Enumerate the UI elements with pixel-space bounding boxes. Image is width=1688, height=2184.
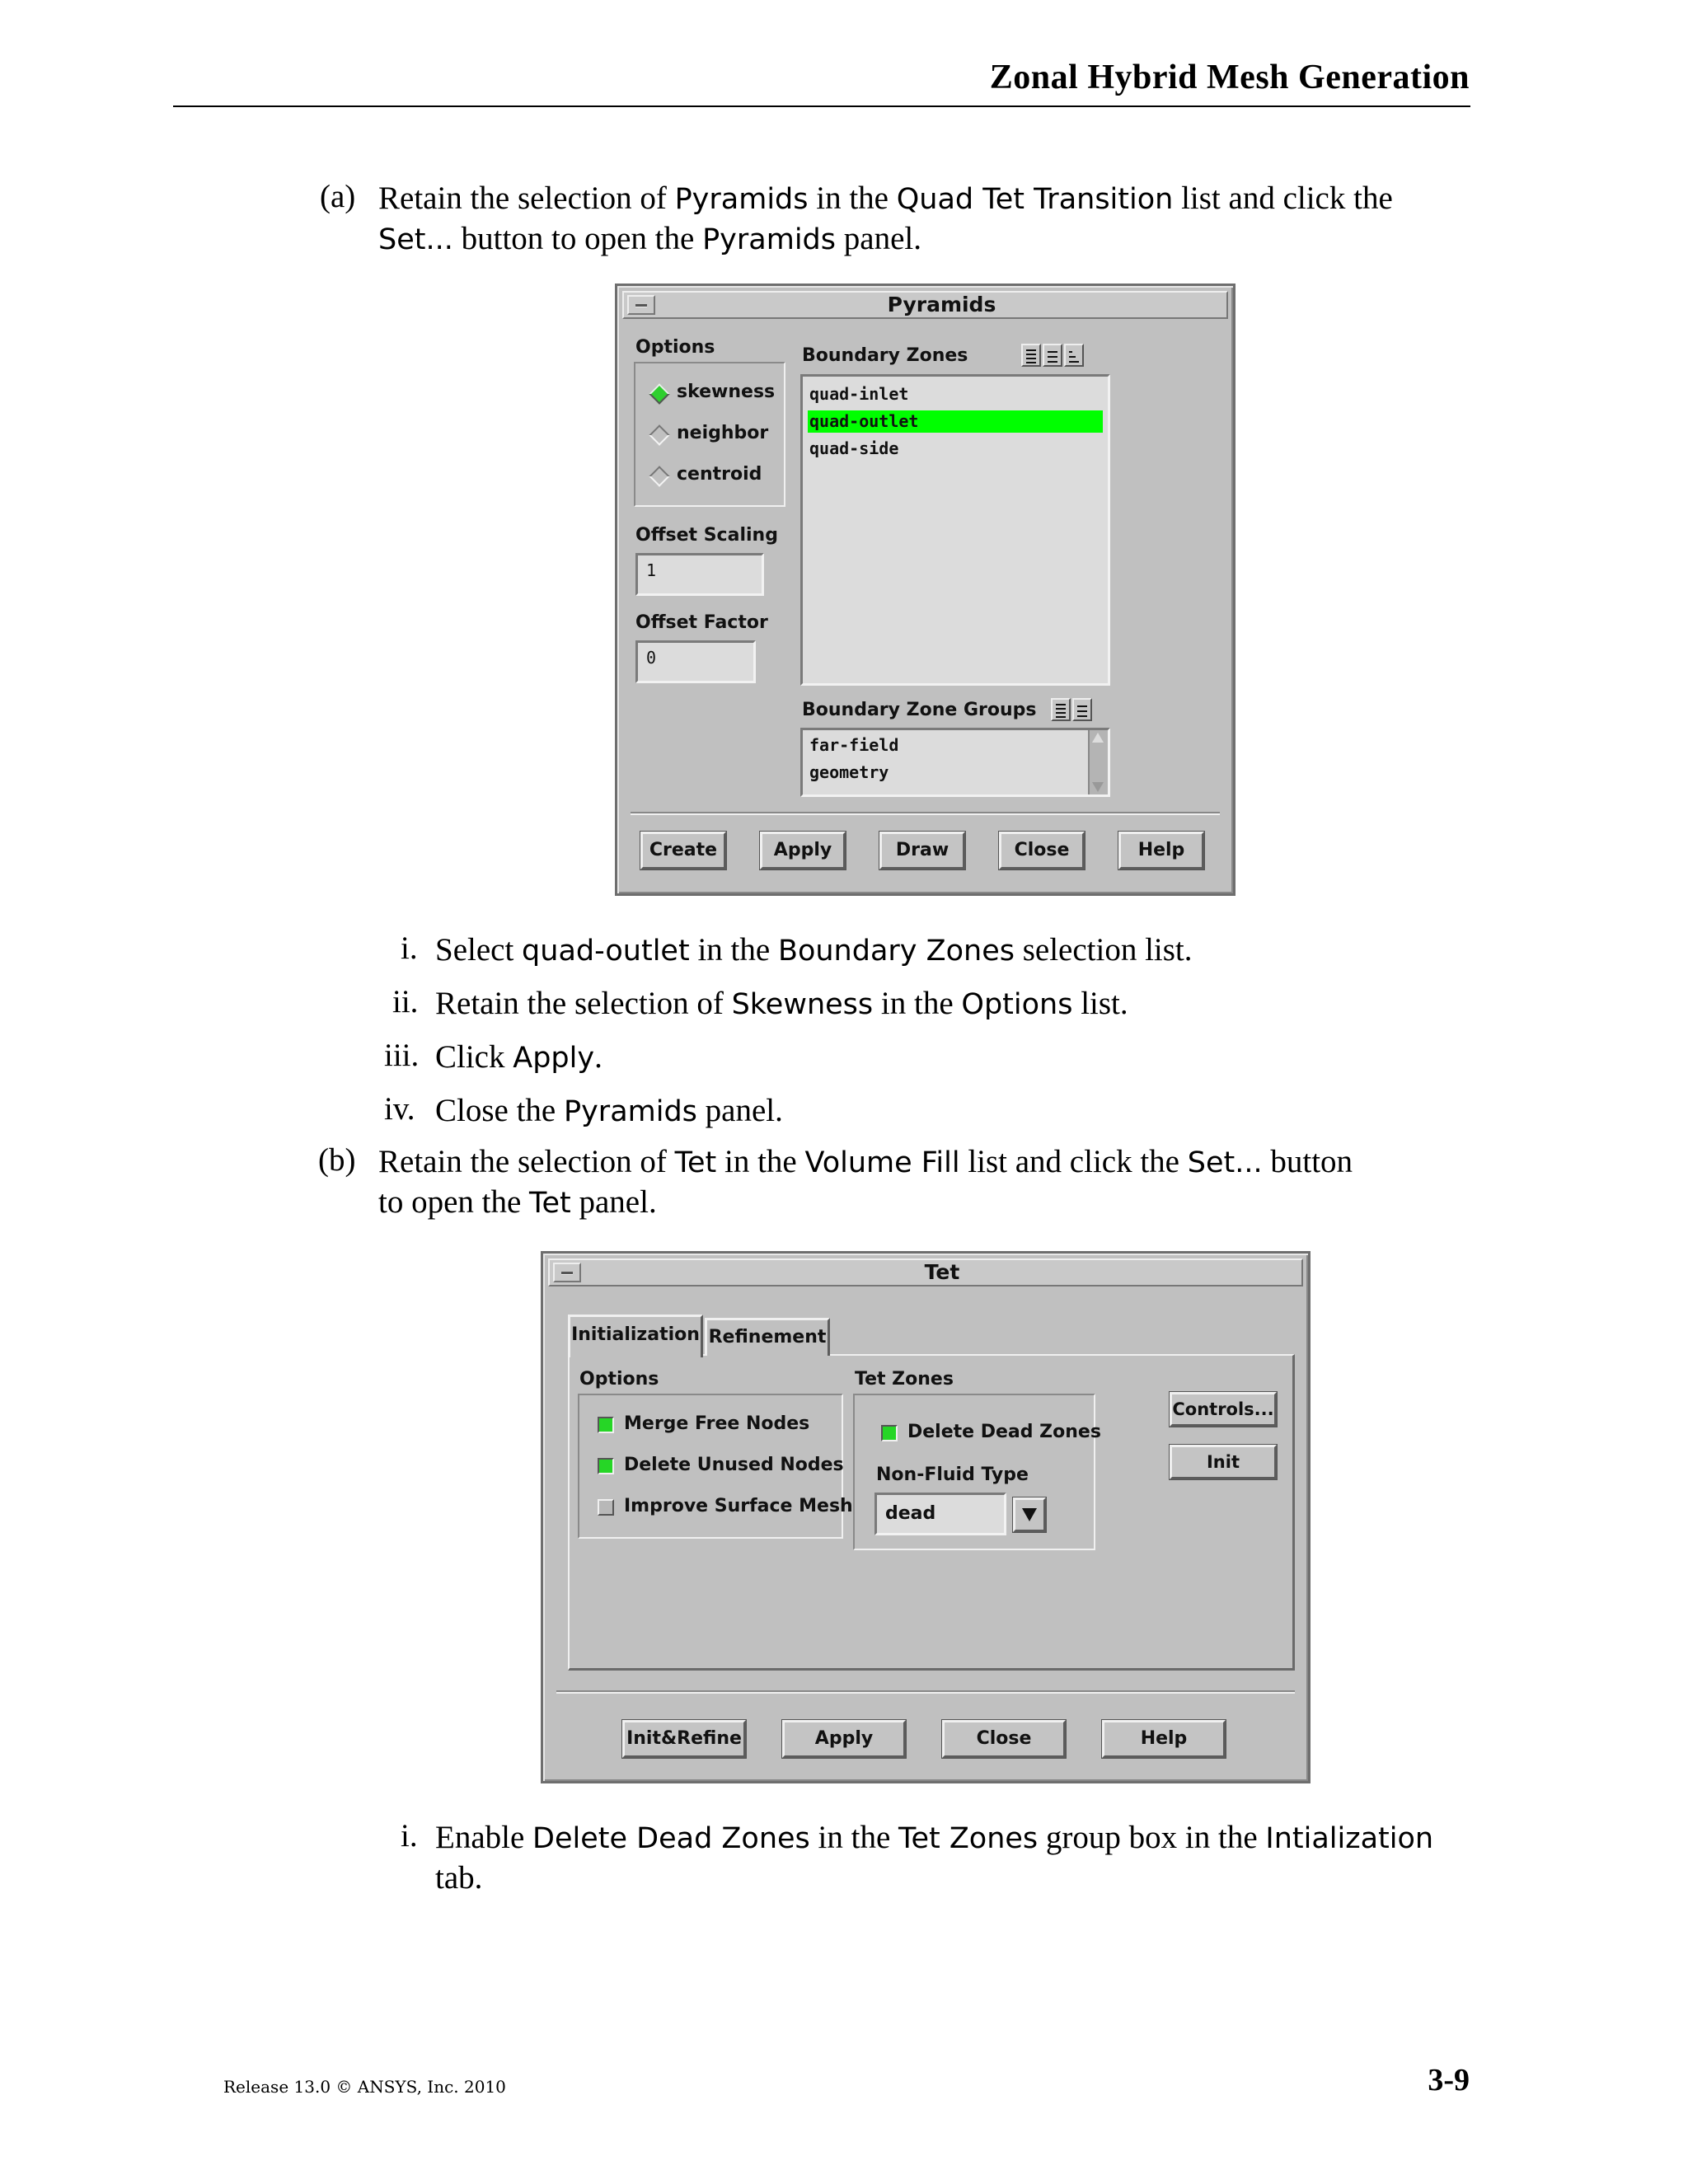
window-menu-button[interactable] [627, 295, 655, 315]
list-item[interactable]: quad-inlet [809, 384, 909, 404]
option-neighbor-label: neighbor [677, 423, 769, 443]
list-item[interactable]: quad-outlet [808, 410, 1103, 433]
text: selection list. [1014, 932, 1193, 968]
ui-term: Quad Tet Transition [896, 183, 1174, 216]
text: button to open the [452, 221, 703, 256]
delete-dead-zones-checkbox[interactable] [881, 1425, 898, 1441]
running-header: Zonal Hybrid Mesh Generation [989, 59, 1470, 96]
substep-b1-marker: i. [401, 1818, 418, 1854]
text: in the [873, 986, 962, 1021]
options-group [634, 362, 785, 507]
offset-scaling-label: Offset Scaling [635, 525, 778, 546]
step-b-line1 [378, 1141, 1475, 1183]
offset-scaling-value: 1 [646, 560, 657, 580]
options-group [578, 1394, 853, 1539]
text: Click [435, 1039, 513, 1075]
non-fluid-type-label: Non-Fluid Type [876, 1465, 1029, 1485]
options-label: Options [635, 337, 715, 358]
skewness-radio[interactable] [649, 383, 668, 403]
boundary-zones-list[interactable] [800, 374, 1110, 686]
step-a-line2 [378, 218, 1475, 260]
centroid-radio[interactable] [649, 466, 668, 485]
tet-zones-group [853, 1394, 1101, 1550]
tet-panel [541, 1251, 1311, 1783]
options-label: Options [579, 1369, 659, 1390]
list-item[interactable]: geometry [809, 762, 889, 782]
apply-button[interactable]: Apply [760, 832, 846, 869]
substep-a2 [435, 983, 1128, 1025]
dropdown-arrow-button[interactable] [1013, 1497, 1046, 1532]
merge-free-nodes-label: Merge Free Nodes [624, 1413, 810, 1434]
tet-zones-label: Tet Zones [855, 1369, 954, 1390]
tab-refinement[interactable]: Refinement [705, 1318, 830, 1356]
improve-surface-mesh-checkbox[interactable] [598, 1499, 614, 1516]
boundary-zone-groups-list[interactable] [800, 728, 1110, 797]
controls-button[interactable]: Controls... [1170, 1392, 1277, 1427]
substep-b1-line2: tab. [435, 1860, 483, 1896]
ui-term: Skewness [731, 988, 874, 1021]
delete-unused-nodes-label: Delete Unused Nodes [624, 1455, 844, 1475]
ui-term: Volume Fill [804, 1146, 960, 1179]
substep-a3 [435, 1037, 603, 1079]
groups-select-all-icon[interactable] [1051, 698, 1071, 721]
step-a-marker: (a) [320, 179, 356, 214]
groups-deselect-all-icon[interactable] [1072, 698, 1092, 721]
ui-term: Pyramids [674, 183, 809, 216]
substep-a1 [435, 930, 1193, 972]
neighbor-radio[interactable] [649, 424, 668, 444]
footer-release: Release 13.0 © ANSYS, Inc. 2010 [223, 2077, 506, 2097]
offset-factor-input[interactable] [635, 640, 756, 683]
apply-button[interactable]: Apply [782, 1720, 906, 1758]
ui-term: Tet [529, 1187, 571, 1220]
text: in the [808, 180, 897, 216]
text: list and click the [959, 1144, 1188, 1179]
groups-scrollbar[interactable] [1088, 730, 1108, 794]
text: Enable [435, 1820, 533, 1855]
ui-term: Intialization [1265, 1822, 1434, 1855]
ui-term: Tet [674, 1146, 717, 1179]
button-separator [631, 812, 1220, 815]
text: . [594, 1039, 603, 1075]
text: panel. [836, 221, 921, 256]
option-centroid-label: centroid [677, 464, 762, 485]
select-all-icon[interactable] [1021, 344, 1041, 367]
step-a-line1 [378, 178, 1475, 220]
text: list. [1072, 986, 1128, 1021]
text: Retain the selection of [378, 1144, 675, 1179]
ui-term: Pyramids [563, 1095, 697, 1128]
step-b-marker: (b) [318, 1142, 356, 1178]
boundary-zones-label: Boundary Zones [802, 345, 968, 366]
ui-term: Options [961, 988, 1073, 1021]
tet-titlebar [548, 1258, 1303, 1286]
tet-title: Tet [924, 1260, 960, 1284]
text: Retain the selection of [378, 180, 675, 216]
list-item[interactable]: far-field [809, 735, 899, 755]
list-filter-icon[interactable] [1064, 344, 1084, 367]
init-refine-button[interactable]: Init&Refine [622, 1720, 746, 1758]
create-button[interactable]: Create [640, 832, 726, 869]
ui-term: Pyramids [702, 223, 837, 256]
scroll-up-icon[interactable] [1092, 733, 1104, 743]
scroll-down-icon[interactable] [1092, 782, 1104, 792]
button-separator [556, 1690, 1295, 1694]
delete-unused-nodes-checkbox[interactable] [598, 1458, 614, 1474]
text: in the [689, 932, 778, 968]
merge-free-nodes-checkbox[interactable] [598, 1417, 614, 1433]
delete-dead-zones-label: Delete Dead Zones [907, 1422, 1101, 1442]
ui-term: Apply [513, 1042, 595, 1075]
header-rule [173, 105, 1470, 107]
substep-a4 [435, 1090, 783, 1132]
option-skewness-label: skewness [677, 382, 776, 402]
substep-a2-marker: ii. [392, 984, 419, 1019]
list-item[interactable]: quad-side [809, 438, 899, 458]
ui-term: Boundary Zones [777, 935, 1015, 968]
substep-a3-marker: iii. [384, 1038, 420, 1073]
offset-factor-value: 0 [646, 648, 657, 668]
text: list and click the [1173, 180, 1393, 216]
close-button[interactable]: Close [942, 1720, 1066, 1758]
ui-term: Delete Dead Zones [532, 1822, 810, 1855]
draw-button[interactable]: Draw [879, 832, 965, 869]
ui-term: Tet Zones [898, 1822, 1039, 1855]
page-number: 3-9 [1428, 2063, 1470, 2097]
substep-a4-marker: iv. [384, 1091, 415, 1127]
tab-initialization[interactable]: Initialization [568, 1315, 703, 1357]
help-button[interactable]: Help [1118, 832, 1204, 869]
improve-surface-mesh-label: Improve Surface Mesh [624, 1496, 853, 1516]
non-fluid-type-field[interactable] [874, 1493, 1006, 1535]
text: to open the [378, 1184, 530, 1220]
text: button [1262, 1144, 1353, 1179]
boundary-zone-groups-label: Boundary Zone Groups [802, 700, 1037, 720]
text: panel. [696, 1093, 783, 1128]
step-b-line2 [378, 1182, 1475, 1224]
text: Select [435, 932, 523, 968]
chevron-down-icon [1022, 1508, 1037, 1521]
offset-scaling-input[interactable] [635, 553, 764, 596]
close-button[interactable]: Close [999, 832, 1085, 869]
offset-factor-label: Offset Factor [635, 612, 768, 633]
substep-b1 [435, 1817, 1475, 1859]
help-button[interactable]: Help [1102, 1720, 1226, 1758]
window-menu-button[interactable] [553, 1263, 581, 1282]
init-button[interactable]: Init [1170, 1445, 1277, 1479]
text: Retain the selection of [435, 986, 732, 1021]
ui-term: Set... [378, 223, 453, 256]
text: Close the [435, 1093, 564, 1128]
pyramids-titlebar [622, 291, 1228, 319]
text: group box in the [1038, 1820, 1266, 1855]
non-fluid-type-value: dead [885, 1503, 936, 1524]
substep-a1-marker: i. [401, 930, 418, 966]
deselect-all-icon[interactable] [1043, 344, 1062, 367]
text: in the [716, 1144, 805, 1179]
text: panel. [570, 1184, 657, 1220]
pyramids-title: Pyramids [887, 293, 996, 316]
ui-term: Set... [1187, 1146, 1263, 1179]
ui-term: quad-outlet [522, 935, 690, 968]
pyramids-panel [615, 284, 1236, 896]
text: in the [809, 1820, 899, 1855]
